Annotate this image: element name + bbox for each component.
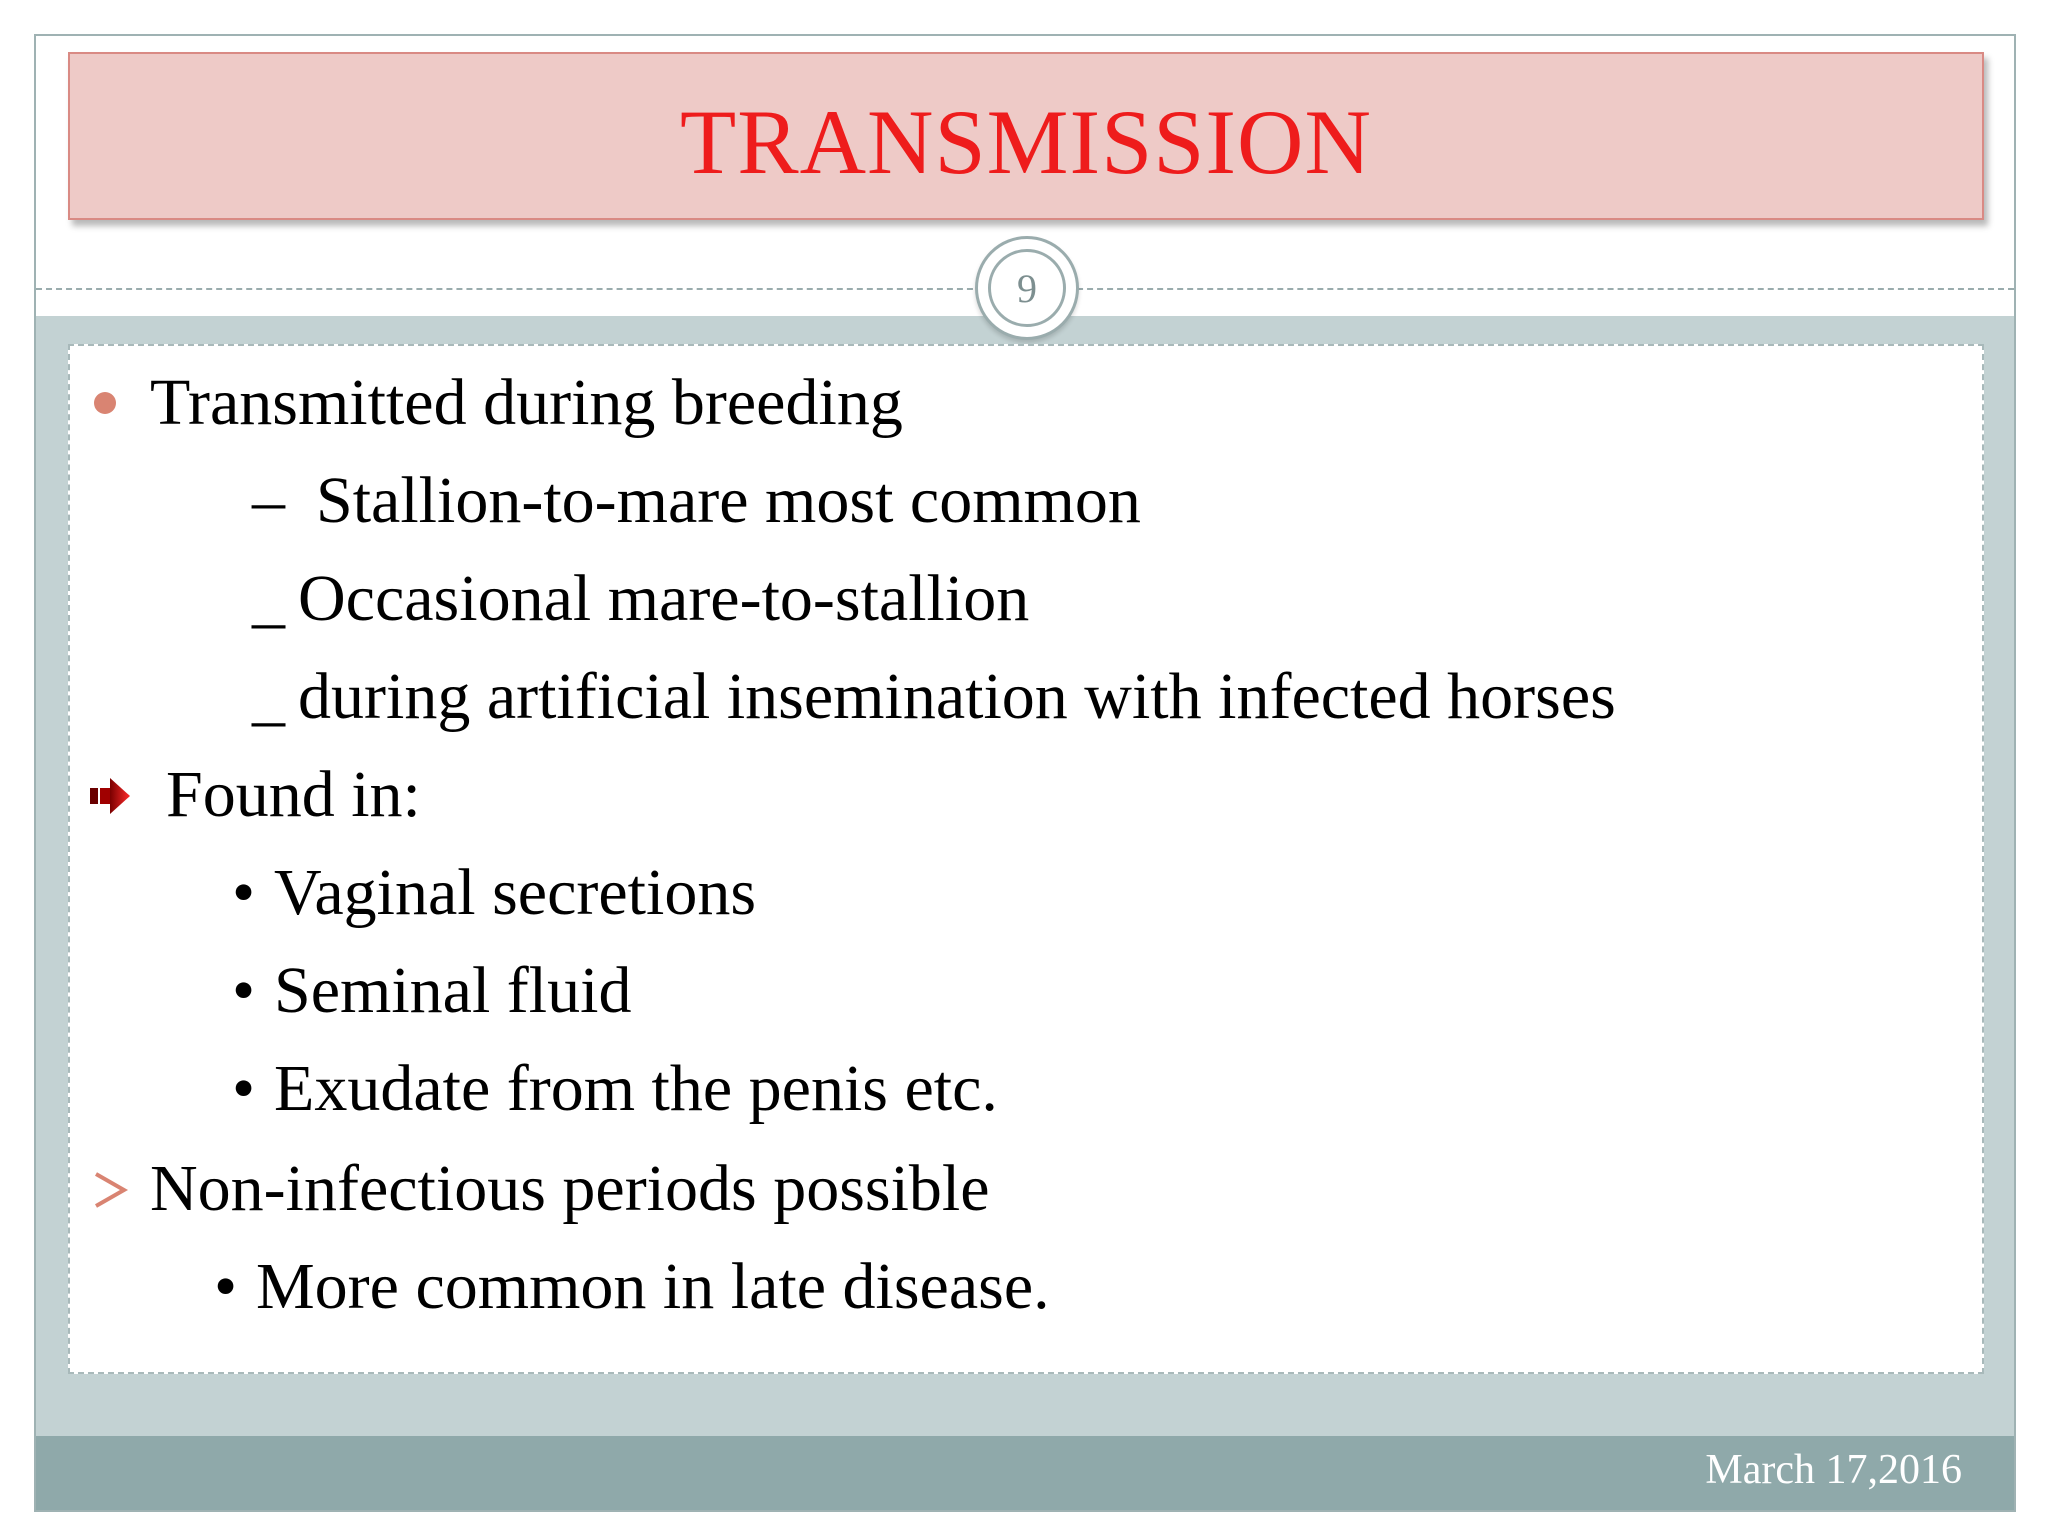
sub-item-text: during artificial insemination with infected horses bbox=[298, 660, 1616, 733]
bullet-text: Transmitted during breeding bbox=[150, 366, 903, 439]
sub-marker: – bbox=[252, 464, 285, 537]
sub-item-text: Seminal fluid bbox=[274, 954, 632, 1027]
page-number: 9 bbox=[988, 249, 1066, 327]
circle-bullet-icon bbox=[94, 392, 116, 414]
sub-item-text: Exudate from the penis etc. bbox=[274, 1052, 998, 1125]
sub-marker: • bbox=[232, 1052, 256, 1125]
page-number-badge bbox=[975, 236, 1079, 340]
sub-marker: • bbox=[232, 954, 256, 1027]
slide-title: TRANSMISSION bbox=[680, 91, 1372, 193]
bullet-text: Found in: bbox=[166, 758, 421, 831]
sub-item-text: Stallion-to-mare most common bbox=[316, 464, 1141, 537]
sub-marker: • bbox=[214, 1250, 238, 1323]
bullet-text: Non-infectious periods possible bbox=[150, 1152, 990, 1225]
sub-marker: _ bbox=[252, 660, 285, 733]
chevron-right-icon bbox=[90, 1168, 130, 1212]
sub-item-text: More common in late disease. bbox=[256, 1250, 1050, 1323]
sub-item-text: Vaginal secretions bbox=[274, 856, 757, 929]
red-arrow-icon bbox=[88, 774, 132, 818]
sub-item-text: Occasional mare-to-stallion bbox=[298, 562, 1030, 635]
title-banner bbox=[68, 52, 1984, 220]
slide bbox=[34, 34, 2016, 1512]
sub-marker: • bbox=[232, 856, 256, 929]
footer-date: March 17,2016 bbox=[1705, 1447, 1962, 1493]
content-area bbox=[68, 344, 1984, 1374]
footer-band bbox=[36, 1436, 2014, 1512]
sub-marker: _ bbox=[252, 562, 285, 635]
